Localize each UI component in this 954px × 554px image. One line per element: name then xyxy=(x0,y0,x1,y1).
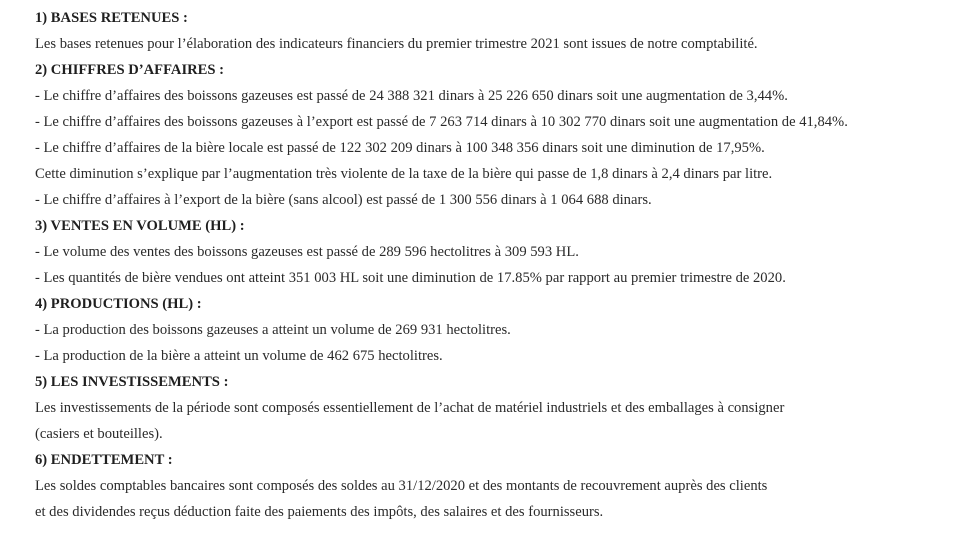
section-bases-retenues xyxy=(35,5,950,57)
paragraph-line: Les bases retenues pour l’élaboration des indicateurs financiers du premier trimestre 2021 sont issues de notre comptabilité. xyxy=(35,36,758,52)
section-heading: 5) LES INVESTISSEMENTS : xyxy=(35,374,229,390)
section-heading: 2) CHIFFRES D’AFFAIRES : xyxy=(35,62,225,78)
paragraph-line: Les investissements de la période sont composés essentiellement de l’achat de matériel industriels et des emballages à consigner xyxy=(35,400,785,416)
section-ventes-volume xyxy=(35,213,950,291)
section-heading: 3) VENTES EN VOLUME (HL) : xyxy=(35,218,245,234)
paragraph-line: - La production des boissons gazeuses a atteint un volume de 269 931 hectolitres. xyxy=(35,322,511,338)
section-chiffres-affaires xyxy=(35,57,950,213)
paragraph-line: - Le chiffre d’affaires des boissons gazeuses à l’export est passé de 7 263 714 dinars à 10 302 770 dinars soit une augmentation de 41,84%. xyxy=(35,114,848,130)
paragraph-line: et des dividendes reçus déduction faite des paiements des impôts, des salaires et des fournisseurs. xyxy=(35,504,604,520)
section-heading: 6) ENDETTEMENT : xyxy=(35,452,173,468)
paragraph-line: - Le volume des ventes des boissons gazeuses est passé de 289 596 hectolitres à 309 593 HL. xyxy=(35,244,579,260)
paragraph-line: - Les quantités de bière vendues ont atteint 351 003 HL soit une diminution de 17.85% par rapport au premier trimestre de 2020. xyxy=(35,270,786,286)
section-productions xyxy=(35,291,950,369)
section-investissements xyxy=(35,369,950,447)
paragraph-line: - Le chiffre d’affaires de la bière locale est passé de 122 302 209 dinars à 100 348 356 dinars soit une diminution de 17,95%. xyxy=(35,140,765,156)
paragraph-line: Les soldes comptables bancaires sont composés des soldes au 31/12/2020 et des montants de recouvrement auprès des clients xyxy=(35,478,768,494)
section-endettement xyxy=(35,447,950,525)
paragraph-line: - Le chiffre d’affaires à l’export de la bière (sans alcool) est passé de 1 300 556 dinars à 1 064 688 dinars. xyxy=(35,192,652,208)
paragraph-line: Cette diminution s’explique par l’augmentation très violente de la taxe de la bière qui passe de 1,8 dinars à 2,4 dinars par litre. xyxy=(35,166,773,182)
paragraph-line: - Le chiffre d’affaires des boissons gazeuses est passé de 24 388 321 dinars à 25 226 650 dinars soit une augmentation de 3,44%. xyxy=(35,88,788,104)
paragraph-line: (casiers et bouteilles). xyxy=(35,426,163,442)
section-heading: 4) PRODUCTIONS (HL) : xyxy=(35,296,202,312)
paragraph-line: - La production de la bière a atteint un volume de 462 675 hectolitres. xyxy=(35,348,443,364)
document-body xyxy=(35,5,950,525)
section-heading: 1) BASES RETENUES : xyxy=(35,10,188,26)
